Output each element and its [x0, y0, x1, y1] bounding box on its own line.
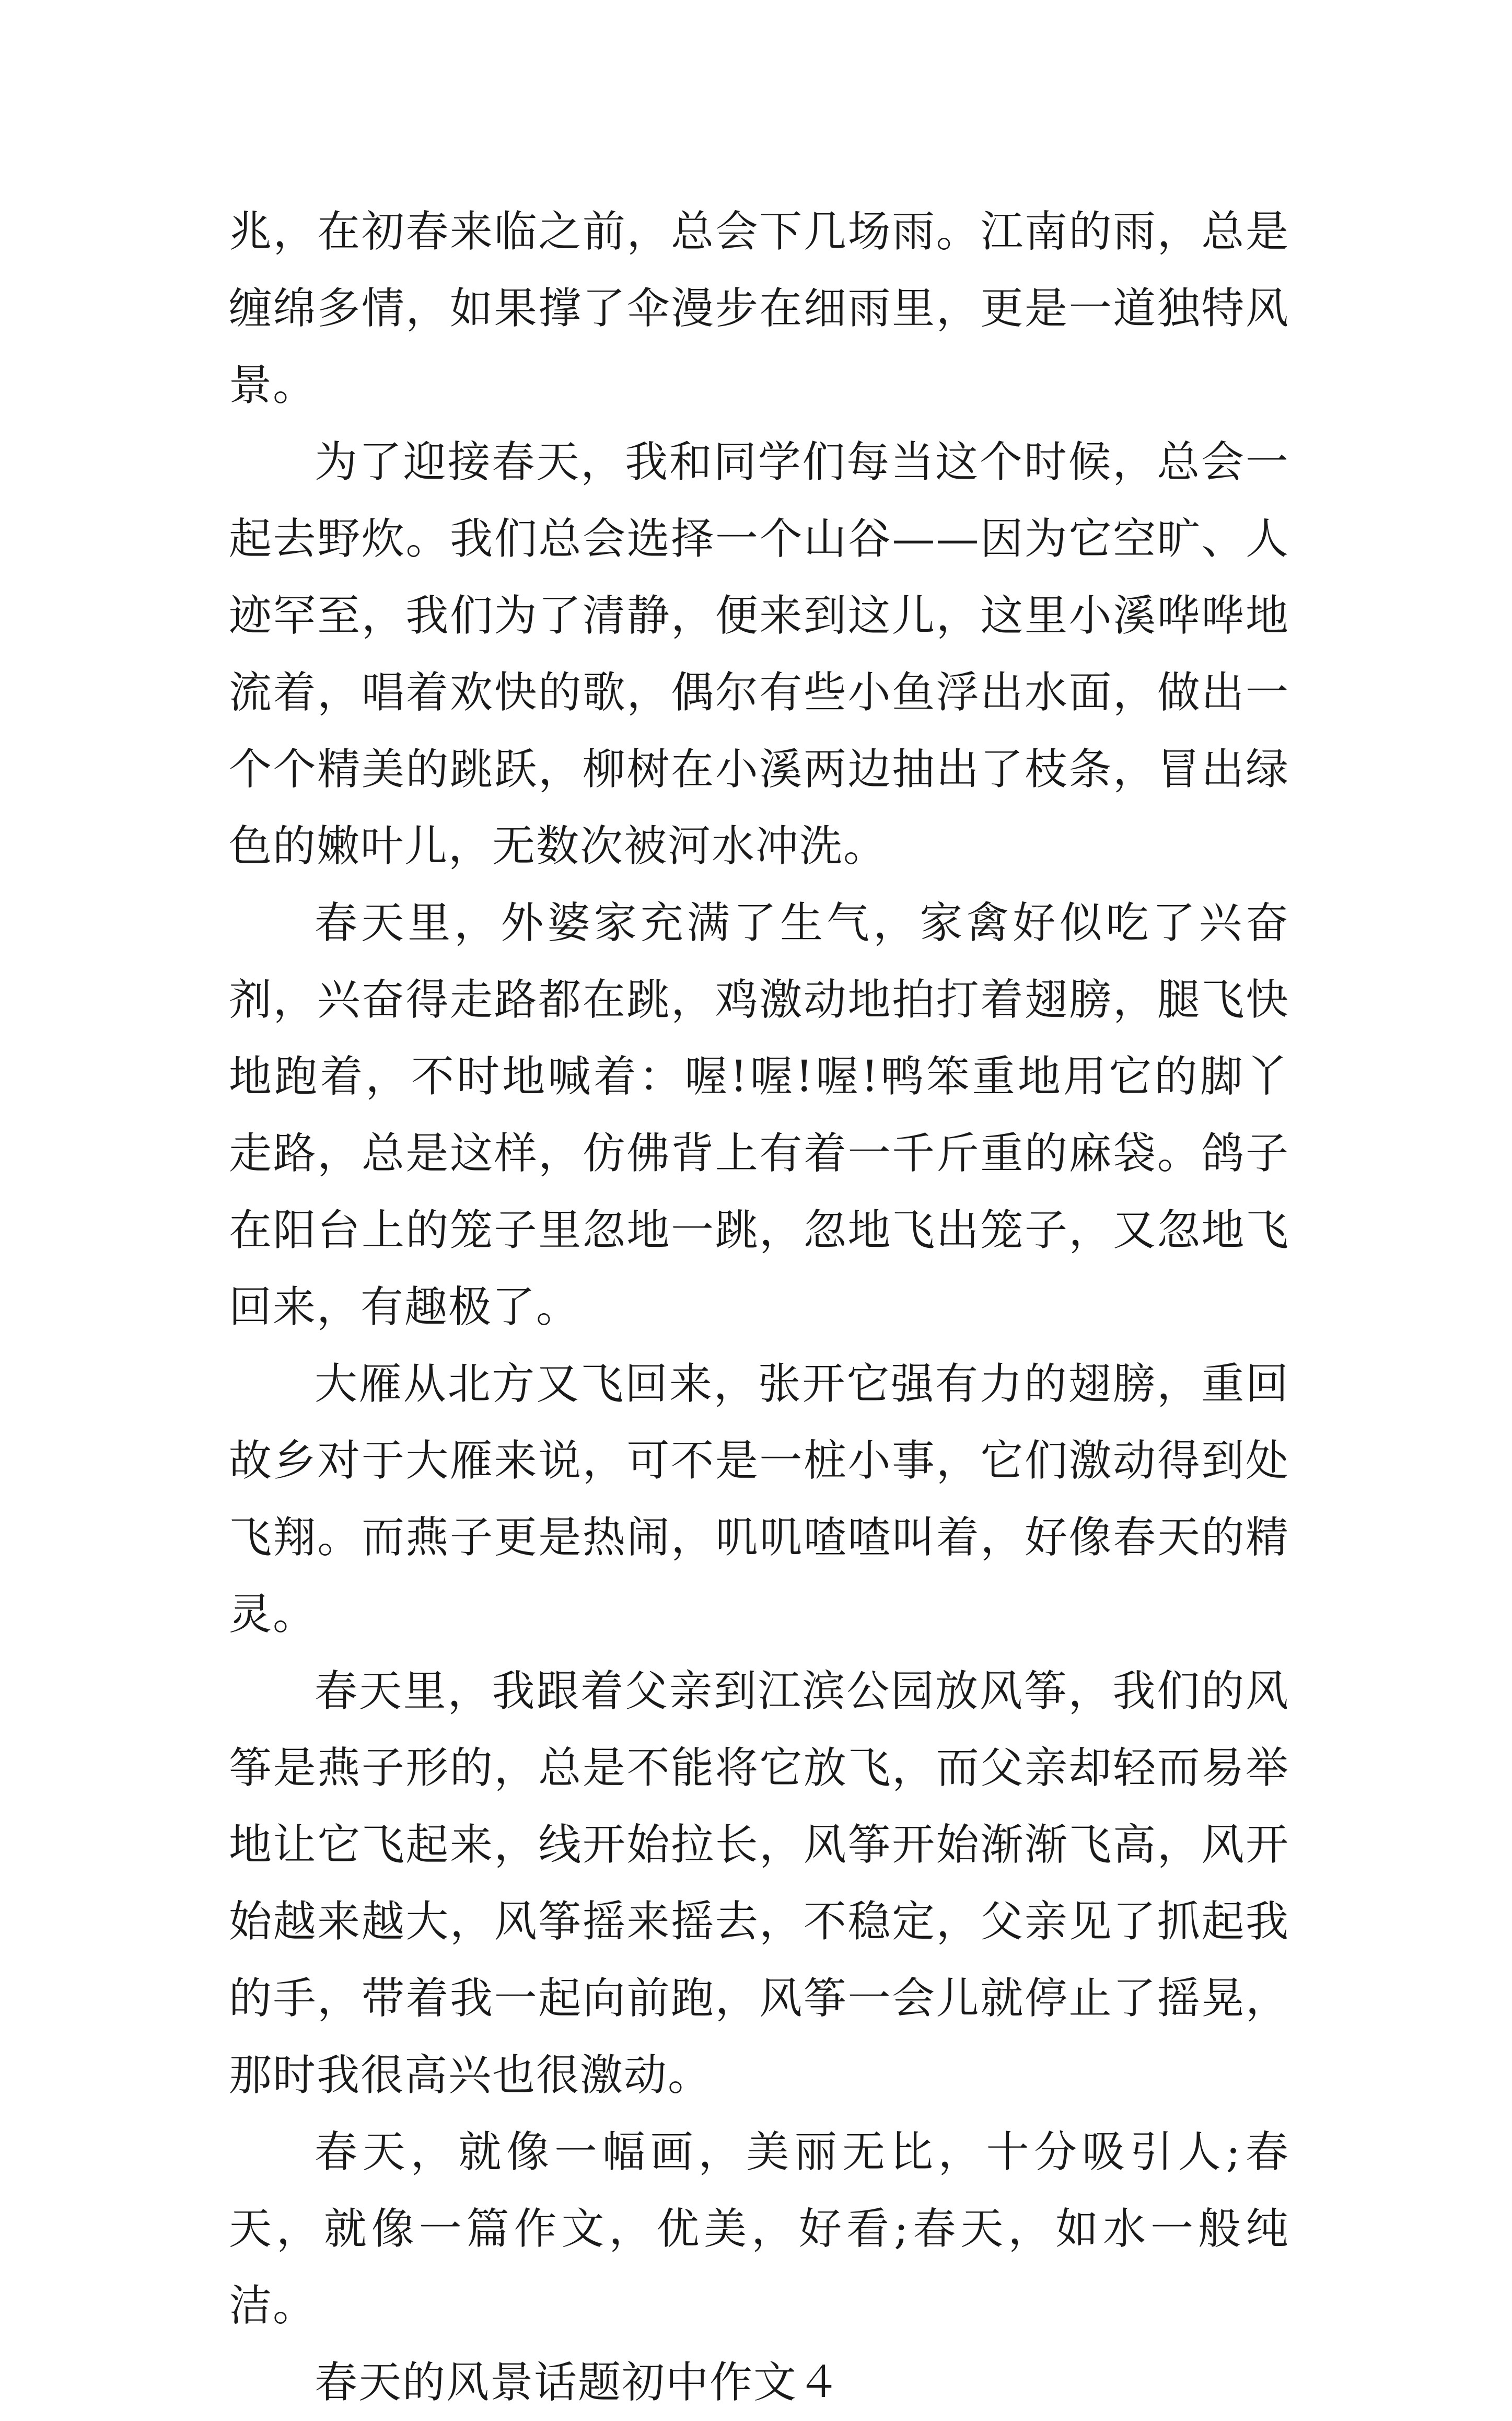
paragraph-3: 春天里，外婆家充满了生气，家禽好似吃了兴奋剂，兴奋得走路都在跳，鸡激动地拍打着翅膀，腿飞快地跑着，不时地喊着：喔!喔!喔!鸭笨重地用它的脚丫走路，总是这样，仿佛背上有着一千斤重的麻袋。鸽子在阳台上的笼子里忽地一跳，忽地飞出笼子，又忽地飞回来，有趣极了。: [229, 898, 1289, 1332]
paragraph-4: 大雁从北方又飞回来，张开它强有力的翅膀，重回故乡对于大雁来说，可不是一桩小事，它们激动得到处飞翔。而燕子更是热闹，叽叽喳喳叫着，好像春天的精灵。: [229, 1359, 1289, 1639]
document-body: [229, 193, 1289, 2421]
paragraph-6: 春天，就像一幅画，美丽无比，十分吸引人;春天，就像一篇作文，优美，好看;春天，如水一般纯洁。: [229, 2127, 1289, 2331]
section-heading: 春天的风景话题初中作文４: [315, 2358, 842, 2407]
paragraph-5: 春天里，我跟着父亲到江滨公园放风筝，我们的风筝是燕子形的，总是不能将它放飞，而父亲却轻而易举地让它飞起来，线开始拉长，风筝开始渐渐飞高，风开始越来越大，风筝摇来摇去，不稳定，父亲见了抓起我的手，带着我一起向前跑，风筝一会儿就停止了摇晃，那时我很高兴也很激动。: [229, 1666, 1289, 2100]
paragraph-2: 为了迎接春天，我和同学们每当这个时候，总会一起去野炊。我们总会选择一个山谷——因为它空旷、人迹罕至，我们为了清静，便来到这儿，这里小溪哗哗地流着，唱着欢快的歌，偶尔有些小鱼浮出水面，做出一个个精美的跳跃，柳树在小溪两边抽出了枝条，冒出绿色的嫩叶儿，无数次被河水冲洗。: [229, 437, 1289, 871]
paragraph-1: 兆，在初春来临之前，总会下几场雨。江南的雨，总是缠绵多情，如果撑了伞漫步在细雨里，更是一道独特风景。: [229, 207, 1289, 410]
